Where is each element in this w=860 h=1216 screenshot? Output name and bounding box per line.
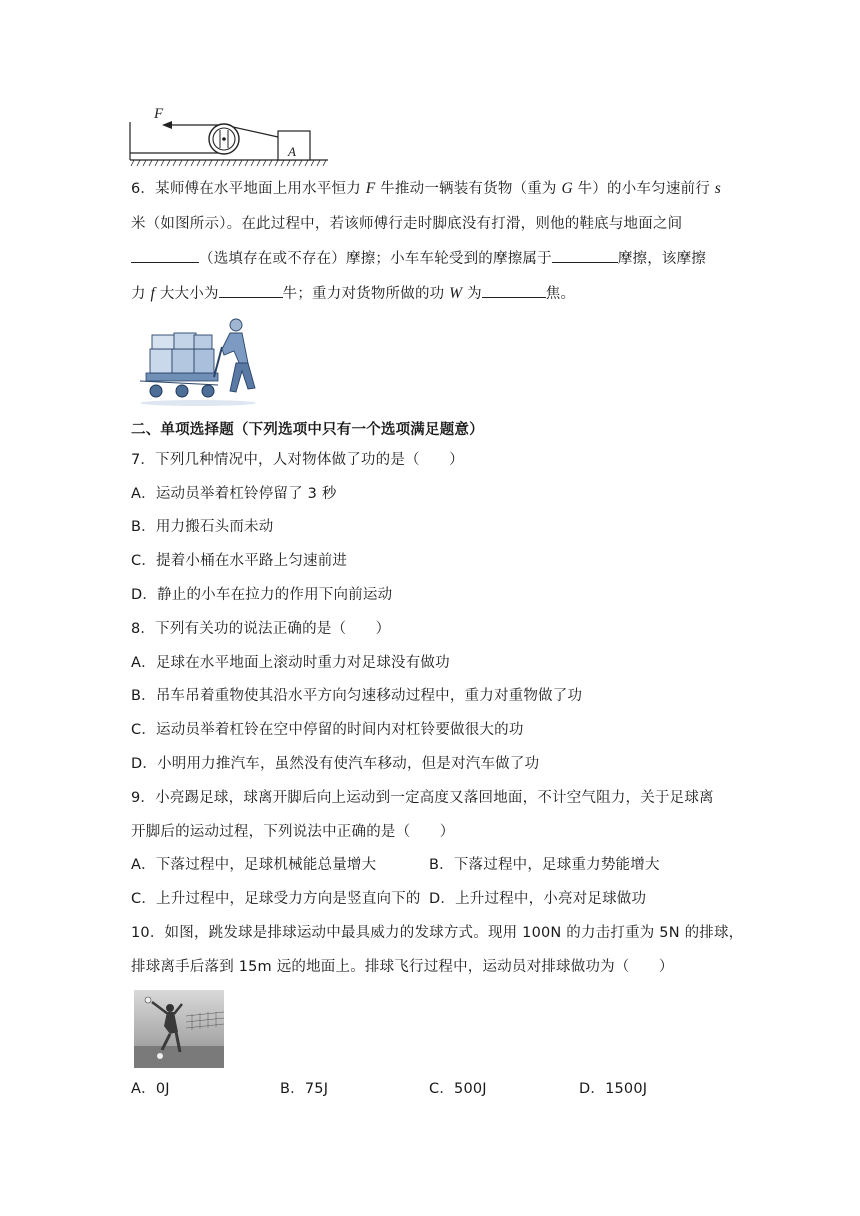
- q8-option-b[interactable]: B．吊车吊着重物使其沿水平方向匀速移动过程中，重力对重物做了功: [131, 688, 583, 704]
- q9-stem-line-2: 开脚后的运动过程，下列说法中正确的是（ ）: [131, 824, 455, 840]
- q7-option-a[interactable]: A．运动员举着杠铃停留了 3 秒: [131, 486, 337, 502]
- q8-option-d[interactable]: D．小明用力推汽车，虽然没有使汽车移动，但是对汽车做了功: [131, 756, 540, 772]
- q7-option-b[interactable]: B．用力搬石头而未动: [131, 519, 274, 535]
- answer-blank-friction-type[interactable]: [552, 248, 618, 263]
- q9-option-b[interactable]: B．下落过程中，足球重力势能增大: [429, 857, 660, 873]
- q8-option-c[interactable]: C．运动员举着杠铃在空中停留的时间内对杠铃要做很大的功: [131, 722, 524, 738]
- q7-option-d[interactable]: D．静止的小车在拉力的作用下向前运动: [131, 587, 393, 603]
- q10-stem-line-1: 10．如图，跳发球是排球运动中最具威力的发球方式。现用 100N 的力击打重为 5N 的排球，: [131, 925, 744, 941]
- pulley-diagram: [128, 100, 333, 170]
- force-label: F: [154, 106, 164, 122]
- q8-option-a[interactable]: A．足球在水平地面上滚动时重力对足球没有做功: [131, 655, 450, 671]
- q9-option-c[interactable]: C．上升过程中，足球受力方向是竖直向下的: [131, 891, 421, 907]
- q9-option-d[interactable]: D．上升过程中，小亮对足球做功: [429, 891, 647, 907]
- q6-line-2: 米（如图所示）。在此过程中，若该师傅行走时脚底没有打滑，则他的鞋底与地面之间: [131, 216, 683, 232]
- q9-option-a[interactable]: A．下落过程中，足球机械能总量增大: [131, 857, 377, 873]
- answer-blank-friction-exists[interactable]: [131, 248, 199, 263]
- q7-option-c[interactable]: C．提着小桶在水平路上匀速前进: [131, 553, 348, 569]
- q6-line-1: 6．某师傅在水平地面上用水平恒力 F 牛推动一辆装有货物（重为 G 牛）的小车匀速前行 s: [131, 180, 721, 197]
- q6-line-4: 力 f 大大小为 牛；重力对货物所做的功 W 为 焦。: [131, 285, 576, 302]
- q10-option-a[interactable]: A．0J: [131, 1081, 170, 1097]
- answer-blank-friction-magnitude[interactable]: [219, 283, 283, 298]
- q10-option-b[interactable]: B．75J: [280, 1081, 329, 1097]
- answer-blank-gravity-work[interactable]: [482, 283, 546, 298]
- q8-stem: 8．下列有关功的说法正确的是（ ）: [131, 621, 391, 637]
- q10-stem-line-2: 排球离手后落到 15m 远的地面上。排球飞行过程中，运动员对排球做功为（ ）: [131, 959, 674, 975]
- worker-pushing-cart-image: [138, 315, 263, 407]
- q10-option-d[interactable]: D．1500J: [579, 1081, 648, 1097]
- section-title: 二、单项选择题（下列选项中只有一个选项满足题意）: [131, 422, 484, 438]
- q7-stem: 7．下列几种情况中，人对物体做了功的是（ ）: [131, 452, 464, 468]
- q6-line-3: （选填存在或不存在）摩擦；小车车轮受到的摩擦属于 摩擦，该摩擦: [131, 248, 706, 269]
- q9-stem-line-1: 9．小亮踢足球，球离开脚后向上运动到一定高度又落回地面，不计空气阻力，关于足球离: [131, 790, 714, 806]
- block-label: A: [288, 144, 296, 159]
- q10-option-c[interactable]: C．500J: [429, 1081, 487, 1097]
- volleyball-player-photo: [134, 990, 224, 1068]
